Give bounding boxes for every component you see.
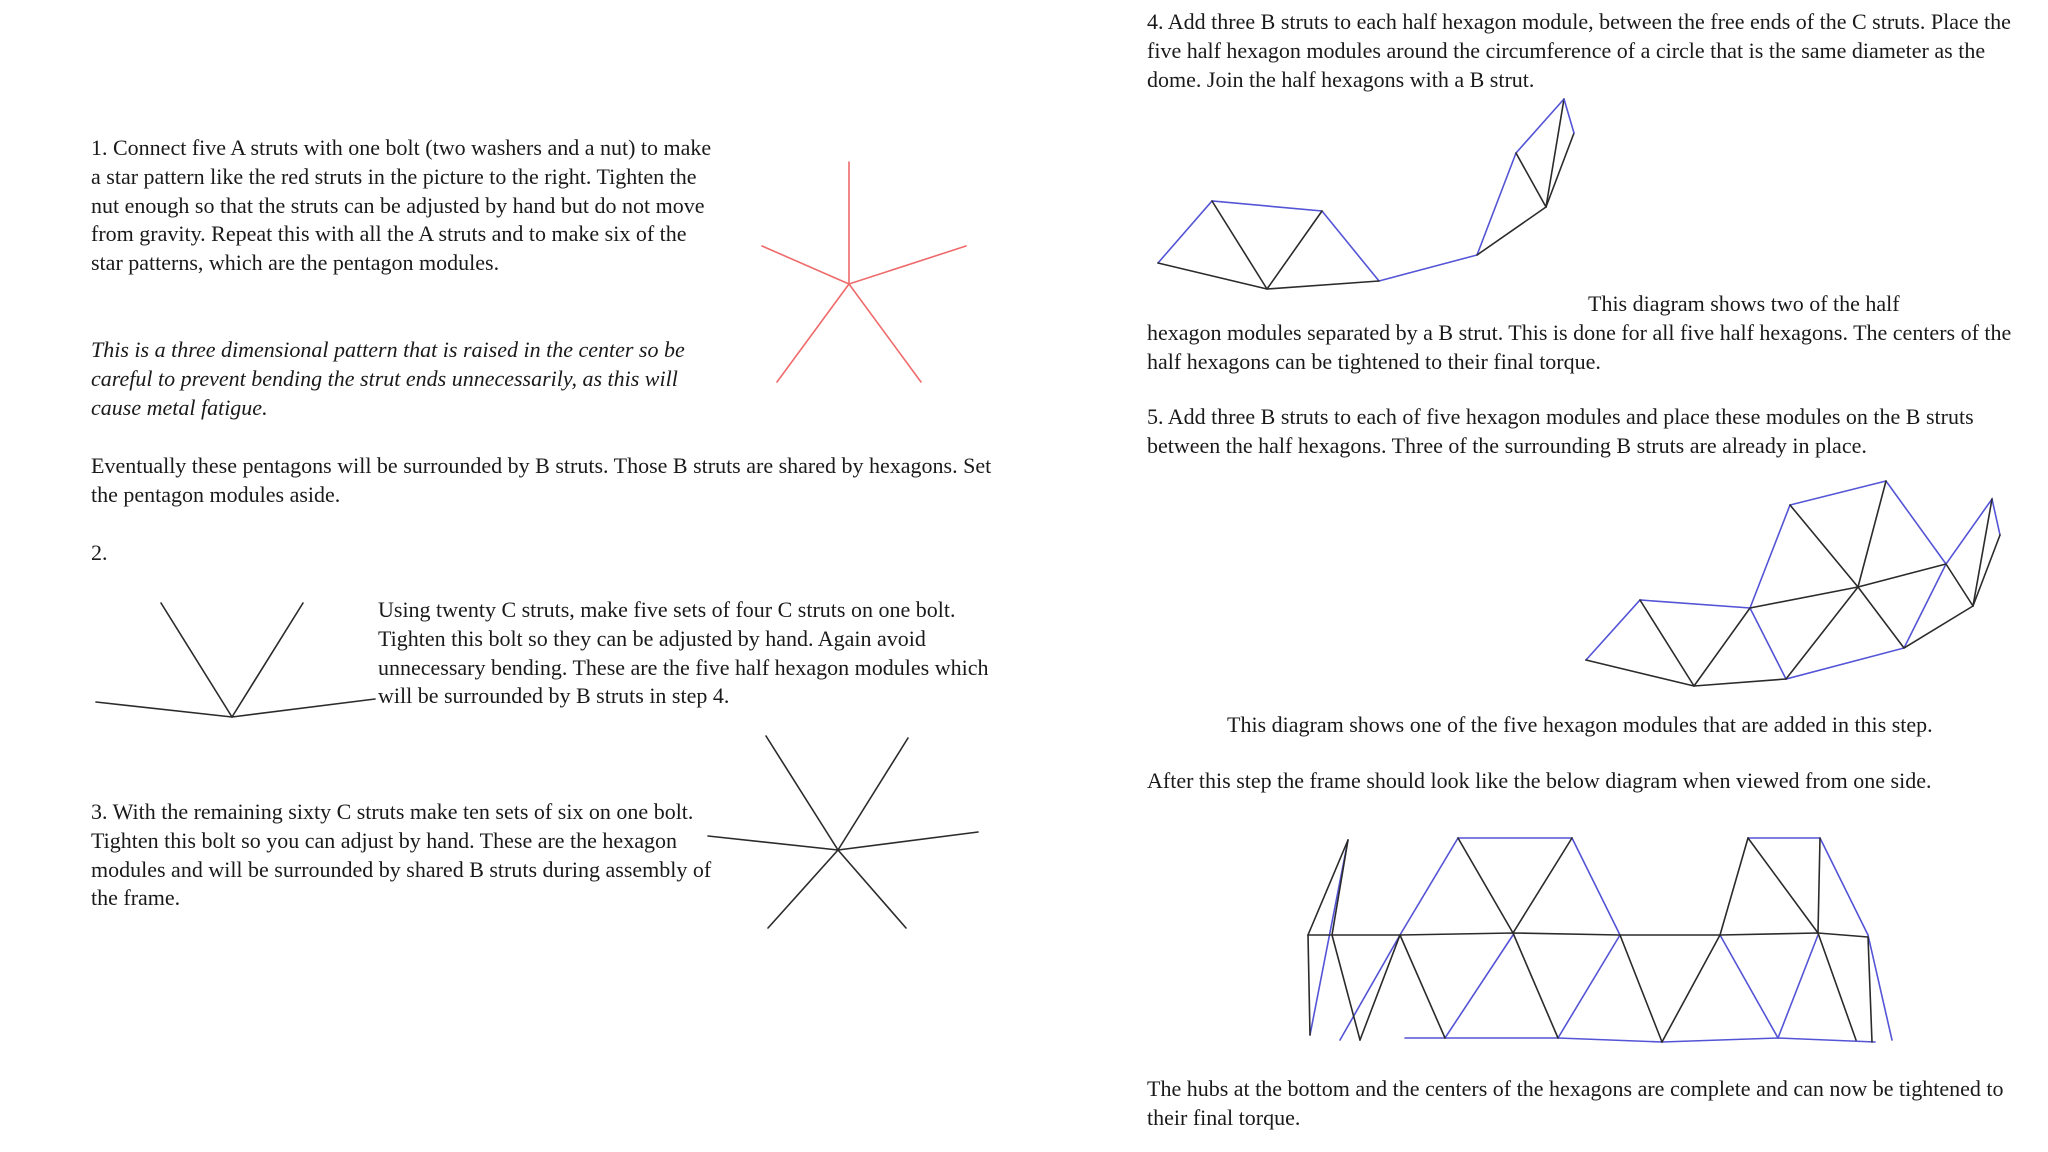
step1-after-text: Eventually these pentagons will be surrounded by B struts. Those B struts are shared by hexagons. Set the pentagon modules aside. <box>91 453 992 507</box>
b-strut <box>1445 935 1513 1038</box>
c-strut <box>1620 935 1662 1042</box>
c-strut <box>1750 587 1858 608</box>
c-strut <box>1546 133 1574 207</box>
b-strut <box>1400 838 1458 935</box>
c-strut <box>1458 838 1513 933</box>
c-strut <box>838 850 906 928</box>
c-strut <box>1158 263 1267 289</box>
step3-text: 3. With the remaining sixty C struts make ten sets of six on one bolt. Tighten this bolt so you can adjust by hand. These are the hexagon modules and will be surrounded by shared B struts during assembly of the frame. <box>91 799 712 911</box>
b-strut <box>1720 935 1778 1038</box>
bottom-b-struts <box>1405 1038 1875 1042</box>
c-strut <box>1946 564 1973 606</box>
red-strut <box>849 246 966 284</box>
c-strut <box>1748 838 1818 933</box>
red-strut <box>777 284 849 382</box>
b-strut <box>1564 99 1574 133</box>
b-strut <box>1558 935 1620 1038</box>
c-strut <box>1858 587 1904 648</box>
step1-text: 1. Connect five A struts with one bolt (two washers and a nut) to make a star pattern like the red struts in the picture to the right. Tighten the nut enough so that the struts can be adjusted by hand but do not move from gravity. Repeat this with all the A struts and to make six of the star patterns, which are the pentagon modules. <box>91 135 712 276</box>
final-text: The hubs at the bottom and the centers of the hexagons are complete and can now be tightened to their final torque. <box>1147 1076 2004 1130</box>
c-strut <box>766 736 838 850</box>
half-hexagon-module-diagram <box>90 595 390 735</box>
c-strut <box>1513 838 1572 933</box>
c-strut <box>1212 201 1267 289</box>
c-strut <box>1858 481 1886 587</box>
c-strut <box>1858 564 1946 587</box>
c-strut <box>232 699 375 717</box>
caption1-line1: This diagram shows two of the half <box>1588 291 1900 316</box>
c-strut <box>1360 935 1400 1040</box>
c-strut <box>1694 608 1750 686</box>
b-strut <box>1340 935 1400 1040</box>
after-step-text: After this step the frame should look like the below diagram when viewed from one side. <box>1147 768 1932 793</box>
c-strut <box>1400 935 1445 1038</box>
caption2: This diagram shows one of the five hexagon modules that are added in this step. <box>1227 712 1933 737</box>
c-strut <box>1786 587 1858 679</box>
c-strut <box>1267 211 1322 289</box>
c-strut <box>1818 933 1856 1040</box>
step4-text: 4. Add three B struts to each half hexagon module, between the free ends of the C struts. Place the five half hexagon modules around the circumference of a circle that is the same diameter as the dome. Join the half hexagons with a B strut. <box>1147 9 2011 92</box>
c-strut <box>161 603 232 717</box>
half-hexagon-b-struts <box>1586 499 2000 679</box>
middle-ring-struts <box>1308 933 1868 937</box>
c-strut <box>1332 935 1360 1040</box>
red-strut <box>762 246 849 284</box>
c-strut <box>1477 207 1546 255</box>
two-half-hexagons-diagram <box>1150 95 1590 300</box>
c-strut <box>708 836 838 850</box>
c-strut <box>768 850 838 928</box>
b-strut <box>1778 935 1818 1038</box>
outer-b-struts <box>1158 99 1564 281</box>
step2-text: Using twenty C struts, make five sets of four C struts on one bolt. Tighten this bolt so they can be adjusted by hand. Again avoid unnecessary bending. These are the five half hexagon modules which will be surrounded by B struts in step 4. <box>378 597 989 709</box>
b-strut <box>1820 838 1868 935</box>
c-strut <box>1308 935 1310 1035</box>
c-strut <box>1818 838 1820 933</box>
c-strut <box>1332 840 1348 935</box>
c-strut <box>1308 840 1348 935</box>
c-strut <box>1720 838 1748 935</box>
caption1-rest: hexagon modules separated by a B strut. This is done for all five half hexagons. The centers of the half hexagons can be tightened to their final torque. <box>1147 320 2012 374</box>
hexagon-module-added-diagram <box>1580 475 2020 695</box>
c-strut <box>232 603 303 717</box>
c-strut <box>838 738 908 850</box>
frame-side-view-diagram <box>1300 830 1880 1045</box>
pentagon-star-diagram <box>720 150 980 400</box>
hexagon-module-diagram <box>700 730 990 940</box>
step5-text: 5. Add three B struts to each of five hexagon modules and place these modules on the B struts between the half hexagons. Three of the surrounding B struts are already in place. <box>1147 404 1974 458</box>
c-strut <box>1586 660 1694 686</box>
c-strut <box>1267 281 1379 289</box>
step1-note <box>91 336 691 422</box>
step2-label: 2. <box>91 540 108 565</box>
b-strut <box>1572 838 1620 935</box>
red-strut <box>849 284 921 382</box>
c-strut <box>1790 505 1858 587</box>
c-strut <box>1694 679 1786 686</box>
step1-note-italic: This is a three dimensional pattern that is raised in the center so be careful to prevent bending the strut ends unnecessarily, as this will cause metal fatigue. <box>91 337 685 420</box>
c-strut <box>1516 153 1546 207</box>
c-strut <box>838 832 978 850</box>
c-strut <box>96 702 232 717</box>
c-strut <box>1640 600 1694 686</box>
c-strut <box>1662 935 1720 1042</box>
c-strut <box>1513 933 1558 1038</box>
c-strut <box>1973 535 2000 606</box>
c-strut <box>1973 499 1992 606</box>
